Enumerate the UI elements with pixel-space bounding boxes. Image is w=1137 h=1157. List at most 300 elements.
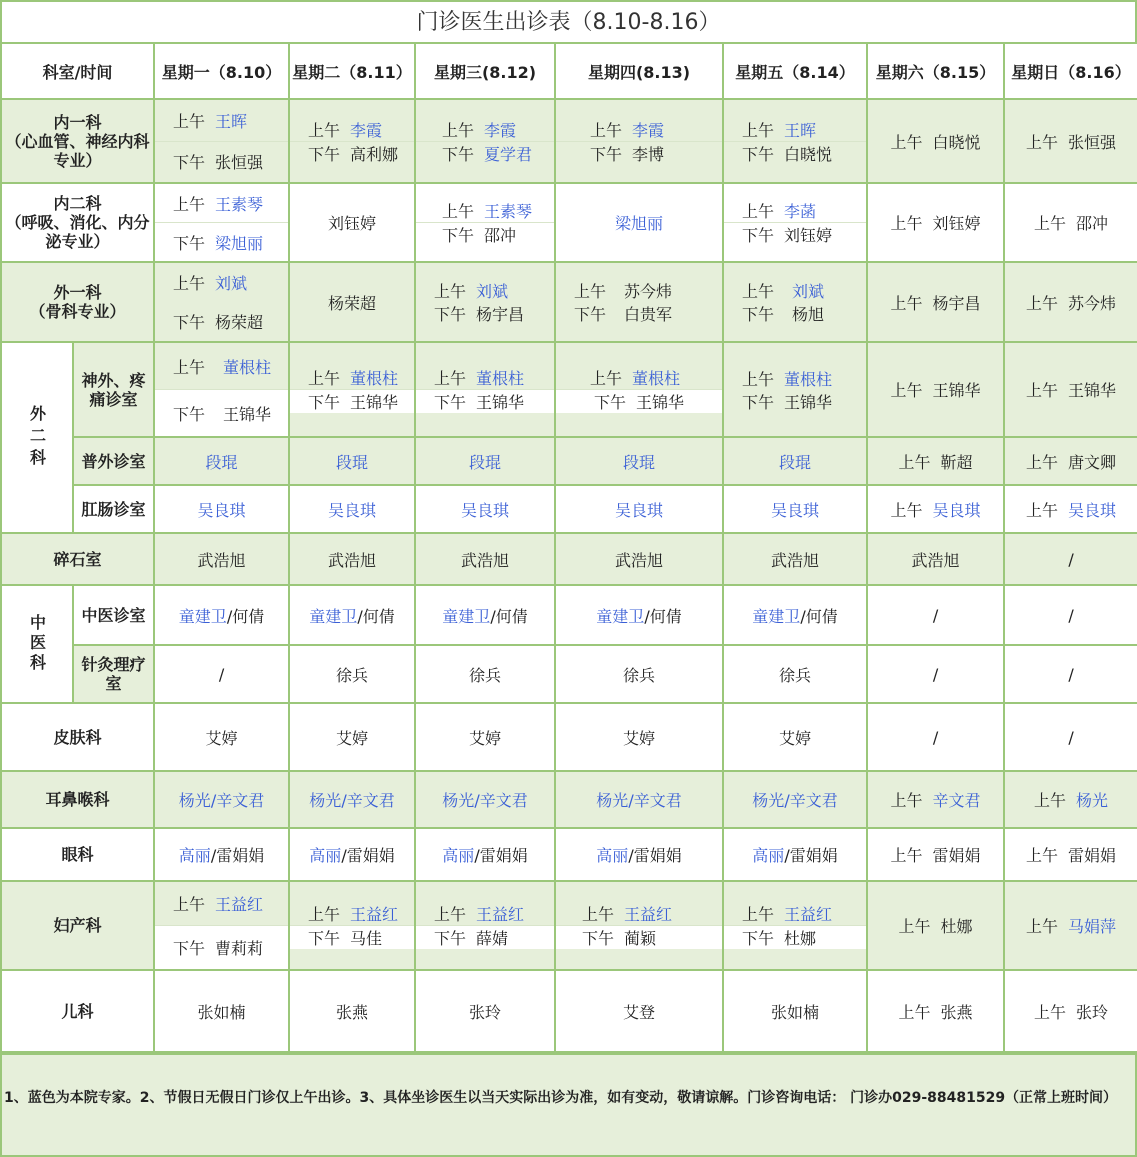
doctor-name: 王晖	[215, 111, 248, 131]
doctor-name: 徐兵	[289, 645, 415, 703]
doctor-name: 武浩旭	[723, 533, 867, 585]
cell-part: 下午 杨荣超	[155, 302, 288, 341]
doctor-name: 李菡	[784, 202, 817, 221]
cell-part: 下午 马佳	[290, 926, 414, 949]
table-cell	[1004, 183, 1137, 262]
doctor-name: 薛婧	[476, 929, 509, 948]
cell-part	[416, 902, 554, 949]
row-yk	[1, 828, 1137, 881]
doctor-name: 杨光	[596, 791, 629, 810]
doctor-name: 杨旭	[792, 305, 825, 324]
doctor-name: 徐兵	[723, 645, 867, 703]
cell-part: 下午 蔺颖	[556, 926, 722, 949]
doctor-name: 武浩旭	[867, 533, 1004, 585]
cell-part: 上午 李霞	[290, 118, 414, 142]
cell-part	[155, 343, 288, 436]
doctor-name: 雷娟娟	[479, 846, 528, 865]
row-zyk-zj	[1, 645, 1137, 703]
cell-part: 上午 刘斌	[724, 279, 866, 302]
doctor-name: 杨光	[442, 791, 475, 810]
cell-part: 上午 王益红	[724, 902, 866, 926]
table-cell: 杨光/辛文君	[415, 771, 555, 828]
cell-part	[556, 211, 722, 234]
doctor-name: 辛文君	[216, 791, 265, 810]
doctor-name: 董根柱	[784, 369, 833, 389]
table-cell: 高丽/雷娟娟	[555, 828, 723, 881]
cell-part: 上午 王素琴	[416, 199, 554, 223]
doctor-name: 王益红	[476, 905, 525, 924]
table-cell: 上午 吴良琪	[1004, 485, 1137, 533]
doctor-name: 苏今炜	[624, 282, 673, 301]
doctor-name: 王益红	[215, 895, 264, 914]
footnote: 1、蓝色为本院专家。2、节假日无假日门诊仅上午出诊。3、具体坐诊医生以当天实际出诊为准，如有变动，敬请谅解。门诊咨询电话： 门诊办029-88481529（正常上班时间）	[0, 1053, 1137, 1157]
table-cell: 高丽/雷娟娟	[154, 828, 289, 881]
doctor-name: /	[1004, 703, 1137, 771]
cell-part: 上午 杨宇昌	[868, 291, 1003, 314]
cell-part: 上午 张恒强	[1005, 130, 1137, 153]
doctor-name: 杜娜	[784, 929, 817, 948]
doctor-name: 何倩	[805, 606, 838, 626]
doctor-name: 雷娟娟	[789, 846, 838, 865]
doctor-name: 段琨	[205, 452, 238, 472]
page-title: 门诊医生出诊表（8.10-8.16）	[0, 0, 1137, 42]
header-mon: 星期一（8.10）	[154, 43, 289, 99]
doctor-name: 杜娜	[940, 917, 973, 936]
doctor-name: 吴良琪	[197, 500, 246, 520]
cell-part: 上午 刘钰婷	[868, 211, 1003, 234]
doctor-name: 白晓悦	[784, 144, 833, 164]
subdept-label: 普外诊室	[73, 437, 154, 485]
cell-part: 上午 刘斌	[416, 279, 554, 302]
cell-part: 下午 王锦华	[155, 390, 288, 436]
doctor-name: 刘斌	[215, 274, 248, 293]
doctor-name: 刘钰婷	[932, 214, 981, 233]
doctor-name: 董根柱	[632, 369, 681, 388]
table-cell	[867, 881, 1004, 970]
dept-label: 外二科	[1, 342, 73, 533]
doctor-name: 蔺颖	[624, 929, 657, 948]
cell-part: 上午 苏今炜	[556, 279, 722, 302]
table-cell	[723, 881, 867, 970]
row-ek	[1, 970, 1137, 1052]
table-cell	[415, 262, 555, 342]
row-nk2	[1, 183, 1137, 262]
table-cell	[289, 183, 415, 262]
table-cell: 杨光/辛文君	[154, 771, 289, 828]
doctor-name: 雷娟娟	[346, 846, 395, 865]
doctor-name: 苏今炜	[1068, 293, 1117, 313]
cell-part: 下午 薛婧	[416, 926, 554, 949]
table-cell	[555, 881, 723, 970]
doctor-name: 杨荣超	[328, 293, 377, 313]
doctor-name: 艾婷	[154, 703, 289, 771]
header-sat: 星期六（8.15）	[867, 43, 1004, 99]
table-cell	[723, 485, 867, 533]
doctor-name: 童建卫	[752, 606, 801, 626]
table-cell: 童建卫/何倩	[723, 585, 867, 645]
doctor-name: 白晓悦	[932, 132, 981, 152]
table-cell	[289, 342, 415, 437]
cell-part: 上午 董根柱	[155, 343, 288, 390]
cell-part	[556, 279, 722, 325]
cell-part	[556, 366, 722, 413]
cell-part: 下午 梁旭丽	[155, 223, 288, 261]
dept-label: 皮肤科	[1, 703, 154, 771]
row-wk2-gc	[1, 485, 1137, 533]
doctor-name: 张恒强	[1068, 132, 1117, 152]
cell-part: 下午 杨宇昌	[416, 302, 554, 325]
doctor-name: 童建卫	[596, 606, 645, 626]
doctor-name: 艾登	[555, 970, 723, 1052]
doctor-name: 何倩	[362, 606, 395, 626]
cell-part: 上午 刘斌	[155, 263, 288, 302]
doctor-name: 徐兵	[555, 645, 723, 703]
doctor-name: 艾婷	[415, 703, 555, 771]
doctor-name: 王锦华	[350, 393, 399, 412]
table-cell	[723, 183, 867, 262]
cell-part: 下午 邵冲	[416, 223, 554, 246]
doctor-name: 王素琴	[484, 202, 533, 221]
doctor-name: 董根柱	[223, 357, 272, 377]
cell-part	[155, 882, 288, 969]
doctor-name: 高利娜	[350, 144, 399, 164]
dept-label: 眼科	[1, 828, 154, 881]
cell-part: 上午 李霞	[416, 118, 554, 142]
doctor-name: 辛文君	[932, 791, 981, 810]
doctor-name: 张燕	[940, 1002, 973, 1022]
doctor-name: 杨宇昌	[476, 305, 525, 324]
doctor-name: 吴良琪	[932, 500, 981, 520]
doctor-name: /	[1004, 645, 1137, 703]
row-sss	[1, 533, 1137, 585]
table-cell: 童建卫/何倩	[154, 585, 289, 645]
table-cell	[867, 99, 1004, 183]
doctor-name: 王锦华	[476, 393, 525, 412]
table-cell: 高丽/雷娟娟	[723, 828, 867, 881]
doctor-name: 邵冲	[1076, 214, 1109, 233]
doctor-name: 武浩旭	[154, 533, 289, 585]
table-cell: 上午 唐文卿	[1004, 437, 1137, 485]
table-cell	[867, 342, 1004, 437]
table-cell	[723, 262, 867, 342]
doctor-name: /	[867, 585, 1004, 645]
doctor-name: 吴良琪	[461, 500, 510, 520]
doctor-name: 王锦华	[784, 392, 833, 412]
doctor-name: 雷娟娟	[932, 846, 981, 865]
cell-part: 下午 高利娜	[290, 142, 414, 165]
doctor-name: 高丽	[442, 846, 475, 865]
subdept-label: 针灸理疗室	[73, 645, 154, 703]
table-cell: 高丽/雷娟娟	[415, 828, 555, 881]
table-cell	[1004, 99, 1137, 183]
doctor-name: 邵冲	[484, 226, 517, 245]
cell-part: 下午 刘钰婷	[724, 223, 866, 246]
cell-part: 下午 杨旭	[724, 302, 866, 325]
table-cell: 杨光/辛文君	[555, 771, 723, 828]
table-cell	[867, 262, 1004, 342]
table-cell	[415, 183, 555, 262]
table-cell	[415, 437, 555, 485]
doctor-name: 杨光	[1076, 791, 1109, 810]
doctor-name: 雷娟娟	[1068, 846, 1117, 865]
table-cell	[1004, 342, 1137, 437]
schedule-table	[0, 42, 1137, 1053]
doctor-name: 王益红	[350, 905, 399, 924]
table-cell	[555, 437, 723, 485]
cell-part: 下午 夏学君	[416, 142, 554, 165]
table-cell	[154, 262, 289, 342]
doctor-name: 高丽	[596, 846, 629, 865]
doctor-name: 李霞	[632, 120, 665, 140]
doctor-name: /	[1004, 585, 1137, 645]
doctor-name: 杨光	[178, 791, 211, 810]
row-nk1	[1, 99, 1137, 183]
cell-part: 上午 白晓悦	[868, 130, 1003, 153]
table-cell	[415, 485, 555, 533]
doctor-name: 吴良琪	[771, 500, 820, 520]
doctor-name: 刘斌	[792, 282, 825, 301]
cell-part: 下午 张恒强	[155, 142, 288, 183]
row-wk2-pw	[1, 437, 1137, 485]
doctor-name: 段琨	[623, 452, 656, 472]
cell-part	[290, 118, 414, 165]
doctor-name: 刘钰婷	[328, 214, 377, 233]
table-cell	[154, 342, 289, 437]
doctor-name: 曹莉莉	[215, 939, 264, 958]
table-cell: 高丽/雷娟娟	[289, 828, 415, 881]
table-cell	[154, 881, 289, 970]
cell-part: 上午 王益红	[556, 902, 722, 926]
header-wed: 星期三(8.12)	[415, 43, 555, 99]
doctor-name: 吴良琪	[328, 500, 377, 520]
row-fck	[1, 881, 1137, 970]
cell-part: 上午 邵冲	[1005, 211, 1137, 234]
cell-part: 下午 曹莉莉	[155, 926, 288, 969]
dept-label: 耳鼻喉科	[1, 771, 154, 828]
cell-part: 上午 王晖	[724, 118, 866, 142]
table-cell: 上午 张玲	[1004, 970, 1137, 1052]
cell-part: 上午 王益红	[416, 902, 554, 926]
cell-part	[290, 211, 414, 234]
cell-part	[556, 902, 722, 949]
table-cell: 上午 吴良琪	[867, 485, 1004, 533]
table-cell: 童建卫/何倩	[289, 585, 415, 645]
doctor-name: 段琨	[469, 452, 502, 472]
table-cell	[154, 99, 289, 183]
table-cell: 上午 张燕	[867, 970, 1004, 1052]
header-row	[1, 43, 1137, 99]
row-wk2-sjt	[1, 342, 1137, 437]
doctor-name: 高丽	[309, 846, 342, 865]
dept-label: 中医科	[1, 585, 73, 703]
cell-part: 上午 王素琴	[155, 184, 288, 223]
cell-part	[724, 199, 866, 246]
cell-part: 上午 王晖	[155, 100, 288, 142]
cell-part: 下午 王锦华	[724, 390, 866, 413]
cell-part	[724, 118, 866, 165]
cell-part	[724, 367, 866, 413]
doctor-name: 辛文君	[633, 791, 682, 810]
subdept-label: 神外、疼痛诊室	[73, 342, 154, 437]
table-cell	[289, 262, 415, 342]
table-cell	[415, 881, 555, 970]
doctor-name: 何倩	[495, 606, 528, 626]
cell-part: 下午 王锦华	[556, 390, 722, 413]
cell-part	[290, 902, 414, 949]
dept-label: 碎石室	[1, 533, 154, 585]
table-cell	[154, 485, 289, 533]
table-cell: 杨光/辛文君	[723, 771, 867, 828]
table-cell: 童建卫/何倩	[415, 585, 555, 645]
doctor-name: 辛文君	[789, 791, 838, 810]
subdept-label: 肛肠诊室	[73, 485, 154, 533]
header-tue: 星期二（8.11）	[289, 43, 415, 99]
doctor-name: 王益红	[624, 905, 673, 924]
row-zyk-zy	[1, 585, 1137, 645]
cell-part	[290, 291, 414, 314]
table-cell: 上午 辛文君	[867, 771, 1004, 828]
doctor-name: 王锦华	[223, 404, 272, 424]
cell-part: 上午 董根柱	[416, 366, 554, 390]
doctor-name: 马娟萍	[1068, 917, 1117, 936]
doctor-name: 刘钰婷	[784, 226, 833, 245]
table-cell	[555, 183, 723, 262]
table-cell	[555, 485, 723, 533]
cell-part	[416, 199, 554, 246]
doctor-name: 李博	[632, 144, 665, 164]
cell-part: 上午 王锦华	[1005, 378, 1137, 401]
cell-part: 下午 李博	[556, 142, 722, 165]
doctor-name: 徐兵	[415, 645, 555, 703]
doctor-name: 唐文卿	[1068, 452, 1117, 472]
table-cell	[723, 342, 867, 437]
dept-label: 儿科	[1, 970, 154, 1052]
doctor-name: 杨光	[752, 791, 785, 810]
row-pfk	[1, 703, 1137, 771]
cell-part: 上午 李霞	[556, 118, 722, 142]
cell-part	[155, 184, 288, 261]
doctor-name: 何倩	[232, 606, 265, 626]
doctor-name: 杨荣超	[215, 313, 264, 332]
table-cell	[723, 437, 867, 485]
table-cell	[555, 99, 723, 183]
doctor-name: 王素琴	[215, 194, 264, 214]
doctor-name: 辛文君	[479, 791, 528, 810]
doctor-name: 段琨	[336, 452, 369, 472]
table-cell	[415, 99, 555, 183]
cell-part	[416, 118, 554, 165]
cell-part: 上午 苏今炜	[1005, 291, 1137, 314]
doctor-name: 刘斌	[476, 282, 509, 301]
cell-part	[416, 279, 554, 325]
doctor-name: 杨宇昌	[932, 293, 981, 313]
table-cell	[154, 183, 289, 262]
table-cell	[289, 99, 415, 183]
table-cell	[154, 437, 289, 485]
doctor-name: 董根柱	[476, 369, 525, 388]
table-cell	[1004, 262, 1137, 342]
subdept-label: 中医诊室	[73, 585, 154, 645]
doctor-name: 段琨	[779, 452, 812, 472]
doctor-name: 王锦华	[1068, 381, 1117, 400]
doctor-name: 张玲	[415, 970, 555, 1052]
doctor-name: 靳超	[940, 452, 973, 472]
table-cell: 上午 杨光	[1004, 771, 1137, 828]
doctor-name: 夏学君	[484, 144, 533, 164]
doctor-name: 张如楠	[723, 970, 867, 1052]
doctor-name: 高丽	[752, 846, 785, 865]
cell-part	[155, 100, 288, 182]
doctor-name: /	[1004, 533, 1137, 585]
doctor-name: 王益红	[784, 905, 833, 924]
cell-part: 上午 董根柱	[724, 367, 866, 390]
doctor-name: 李霞	[350, 120, 383, 140]
doctor-name: 雷娟娟	[216, 846, 265, 865]
table-cell: 杨光/辛文君	[289, 771, 415, 828]
table-cell	[415, 342, 555, 437]
cell-part: 上午 马娟萍	[1005, 914, 1137, 937]
doctor-name: 武浩旭	[555, 533, 723, 585]
doctor-name: 辛文君	[346, 791, 395, 810]
doctor-name: 雷娟娟	[633, 846, 682, 865]
header-fri: 星期五（8.14）	[723, 43, 867, 99]
cell-part: 下午 白贵军	[556, 302, 722, 325]
doctor-name: 李霞	[484, 120, 517, 140]
cell-part	[724, 902, 866, 949]
table-cell: 上午 雷娟娟	[1004, 828, 1137, 881]
cell-part: 上午 董根柱	[556, 366, 722, 390]
doctor-name: 童建卫	[309, 606, 358, 626]
doctor-name: 王晖	[784, 120, 817, 140]
cell-part: 下午 王锦华	[416, 390, 554, 413]
doctor-name: 王锦华	[636, 393, 685, 412]
dept-label: 内二科 （呼吸、消化、内分泌专业）	[1, 183, 154, 262]
doctor-name: 梁旭丽	[215, 233, 264, 253]
doctor-name: 高丽	[178, 846, 211, 865]
doctor-name: 童建卫	[178, 606, 227, 626]
doctor-name: 杨光	[309, 791, 342, 810]
table-cell	[867, 183, 1004, 262]
doctor-name: 张玲	[1076, 1002, 1109, 1022]
doctor-name: 武浩旭	[289, 533, 415, 585]
doctor-name: 白贵军	[624, 305, 673, 324]
cell-part: 下午 杜娜	[724, 926, 866, 949]
cell-part: 上午 杜娜	[868, 914, 1003, 937]
cell-part: 下午 王锦华	[290, 390, 414, 413]
table-cell	[289, 485, 415, 533]
cell-part: 上午 王益红	[155, 882, 288, 926]
table-cell	[289, 437, 415, 485]
cell-part	[416, 366, 554, 413]
doctor-name: /	[154, 645, 289, 703]
doctor-name: 马佳	[350, 929, 383, 948]
doctor-name: 董根柱	[350, 369, 399, 388]
cell-part: 下午 白晓悦	[724, 142, 866, 165]
cell-part	[556, 118, 722, 165]
header-thu: 星期四(8.13)	[555, 43, 723, 99]
doctor-name: 童建卫	[442, 606, 491, 626]
cell-part	[155, 263, 288, 341]
doctor-name: 艾婷	[289, 703, 415, 771]
table-cell	[555, 262, 723, 342]
cell-part: 上午 李菡	[724, 199, 866, 223]
table-cell	[555, 342, 723, 437]
doctor-name: 张恒强	[215, 153, 264, 173]
cell-part: 上午 董根柱	[290, 366, 414, 390]
doctor-name: 吴良琪	[615, 500, 664, 520]
table-cell	[1004, 881, 1137, 970]
doctor-name: 王锦华	[932, 381, 981, 400]
